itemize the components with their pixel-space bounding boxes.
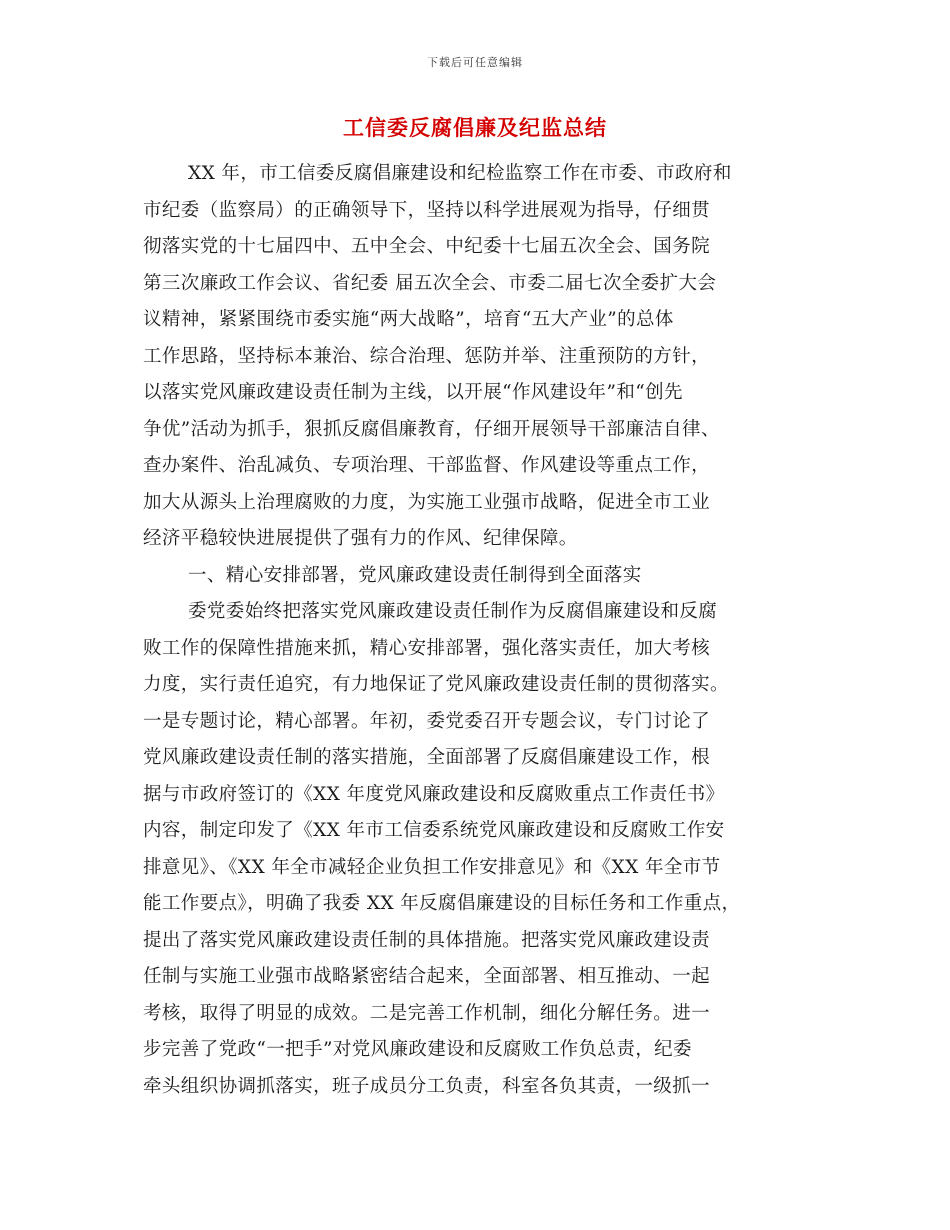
paragraph-line: 工作思路，坚持标本兼治、综合治理、惩防并举、注重预防的方针， [143, 345, 711, 367]
paragraph-line: 排意见》、《XX 年全市减轻企业负担工作安排意见》和《XX 年全市节 [143, 856, 721, 878]
paragraph-line: 加大从源头上治理腐败的力度，为实施工业强市战略，促进全市工业 [143, 491, 711, 513]
paragraph-line: 以落实党风廉政建设责任制为主线，以开展“作风建设年”和“创先 [143, 382, 683, 403]
paragraph-line: 考核，取得了明显的成效。二是完善工作机制，细化分解任务。进一 [143, 1002, 711, 1024]
paragraph-line: 委党委始终把落实党风廉政建设责任制作为反腐倡廉建设和反腐 [188, 601, 718, 622]
paragraph-line: 经济平稳较快进展提供了强有力的作风、纪律保障。 [143, 528, 578, 549]
paragraph-line: 争优”活动为抓手，狠抓反腐倡廉教育，仔细开展领导干部廉洁自律、 [143, 418, 720, 440]
paragraph-line: 第三次廉政工作会议、省纪委 届五次全会、市委二届七次全委扩大会 [143, 272, 717, 294]
paragraph-line: 能工作要点》，明确了我委 XX 年反腐倡廉建设的目标任务和工作重点， [143, 893, 741, 914]
document-title: 工信委反腐倡廉及纪监总结 [343, 116, 607, 140]
document-body [143, 156, 813, 1105]
paragraph-line: 败工作的保障性措施来抓，精心安排部署，强化落实责任，加大考核 [143, 637, 711, 659]
paragraph-line: 查办案件、治乱减负、专项治理、干部监督、作风建设等重点工作， [143, 455, 711, 476]
paragraph-line: XX 年，市工信委反腐倡廉建设和纪检监察工作在市委、市政府和 [188, 163, 732, 184]
paragraph-line: 任制与实施工业强市战略紧密结合起来，全面部署、相互推动、一起 [143, 966, 711, 987]
section-heading: 一、精心安排部署，党风廉政建设责任制得到全面落实 [188, 564, 642, 586]
paragraph-line: 牵头组织协调抓落实，班子成员分工负责，科室各负其责，一级抓一 [143, 1075, 711, 1097]
page-header-note: 下载后可任意编辑 [427, 56, 523, 69]
paragraph-line: 党风廉政建设责任制的落实措施，全面部署了反腐倡廉建设工作，根 [143, 747, 711, 768]
paragraph-line: 内容，制定印发了《XX 年市工信委系统党风廉政建设和反腐败工作安 [143, 820, 725, 841]
paragraph-line: 步完善了党政“一把手”对党风廉政建设和反腐败工作负总责，纪委 [143, 1039, 692, 1060]
paragraph-line: 彻落实党的十七届四中、五中全会、中纪委十七届五次全会、国务院 [143, 236, 711, 257]
paragraph-line: 一是专题讨论，精心部署。年初，委党委召开专题会议，专门讨论了 [143, 710, 711, 732]
paragraph-line: 市纪委（监察局）的正确领导下，坚持以科学进展观为指导，仔细贯 [143, 199, 711, 221]
paragraph-line: 提出了落实党风廉政建设责任制的具体措施。把落实党风廉政建设责 [143, 929, 711, 951]
paragraph-line: 据与市政府签订的《XX 年度党风廉政建设和反腐败重点工作责任书》 [143, 783, 725, 805]
paragraph-line: 力度，实行责任追究，有力地保证了党风廉政建设责任制的贯彻落实。 [143, 674, 729, 695]
paragraph-line: 议精神，紧紧围绕市委实施“两大战略”，培育“五大产业”的总体 [143, 309, 674, 330]
